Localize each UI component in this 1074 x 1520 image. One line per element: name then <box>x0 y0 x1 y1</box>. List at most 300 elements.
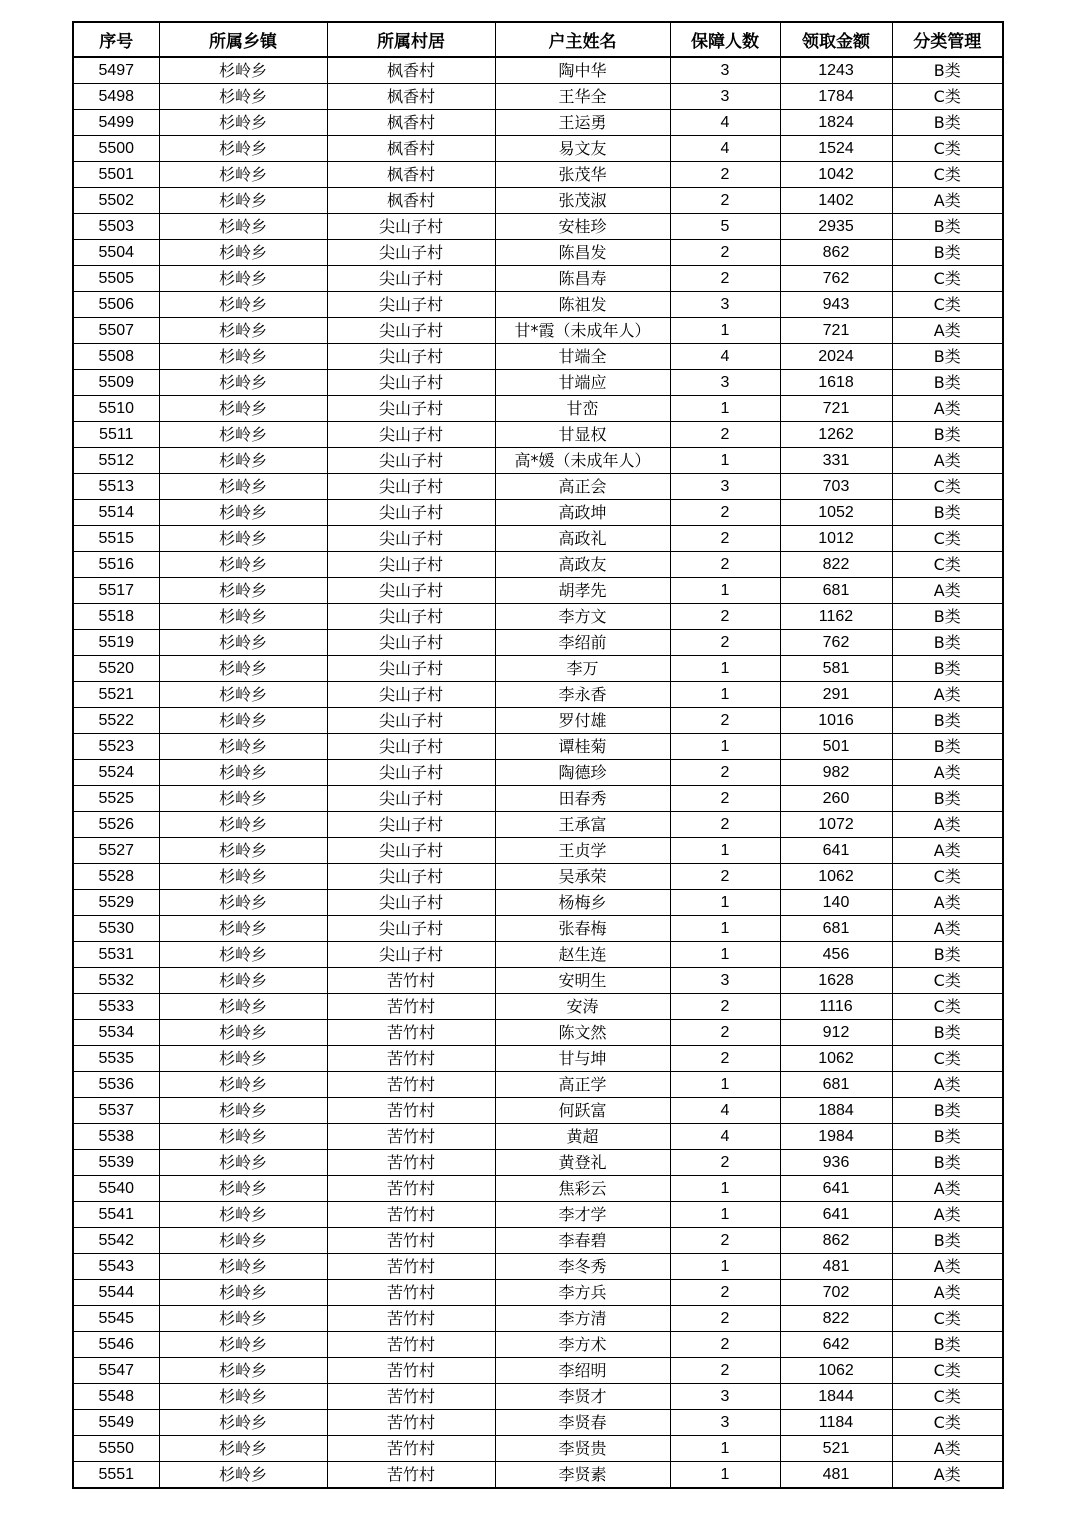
cell-covered-persons: 3 <box>670 968 780 994</box>
cell-household-head: 胡孝先 <box>495 578 670 604</box>
table-row <box>73 474 1003 500</box>
cell-amount: 1618 <box>780 370 892 396</box>
cell-village: 尖山子村 <box>327 578 495 604</box>
cell-category: C类 <box>892 1046 1003 1072</box>
table-row <box>73 1306 1003 1332</box>
cell-household-head: 高政礼 <box>495 526 670 552</box>
cell-covered-persons: 1 <box>670 656 780 682</box>
cell-household-head: 甘与坤 <box>495 1046 670 1072</box>
cell-category: A类 <box>892 1072 1003 1098</box>
cell-household-head: 王华全 <box>495 84 670 110</box>
table-row <box>73 110 1003 136</box>
cell-amount: 822 <box>780 1306 892 1332</box>
cell-household-head: 李永香 <box>495 682 670 708</box>
cell-township: 杉岭乡 <box>159 604 327 630</box>
cell-serial-number: 5527 <box>73 838 159 864</box>
cell-village: 枫香村 <box>327 57 495 84</box>
cell-covered-persons: 2 <box>670 1020 780 1046</box>
cell-serial-number: 5497 <box>73 57 159 84</box>
cell-household-head: 王运勇 <box>495 110 670 136</box>
cell-household-head: 甘显权 <box>495 422 670 448</box>
cell-serial-number: 5507 <box>73 318 159 344</box>
cell-township: 杉岭乡 <box>159 110 327 136</box>
table-row <box>73 864 1003 890</box>
cell-village: 苦竹村 <box>327 1072 495 1098</box>
cell-amount: 681 <box>780 578 892 604</box>
cell-township: 杉岭乡 <box>159 708 327 734</box>
cell-township: 杉岭乡 <box>159 682 327 708</box>
cell-category: A类 <box>892 760 1003 786</box>
cell-amount: 456 <box>780 942 892 968</box>
cell-serial-number: 5533 <box>73 994 159 1020</box>
cell-village: 苦竹村 <box>327 1306 495 1332</box>
cell-category: B类 <box>892 630 1003 656</box>
cell-amount: 862 <box>780 240 892 266</box>
table-row <box>73 84 1003 110</box>
cell-category: C类 <box>892 968 1003 994</box>
table-row <box>73 136 1003 162</box>
cell-village: 苦竹村 <box>327 968 495 994</box>
cell-township: 杉岭乡 <box>159 292 327 318</box>
cell-amount: 521 <box>780 1436 892 1462</box>
cell-household-head: 田春秀 <box>495 786 670 812</box>
cell-township: 杉岭乡 <box>159 57 327 84</box>
cell-household-head: 陶德珍 <box>495 760 670 786</box>
cell-covered-persons: 2 <box>670 552 780 578</box>
cell-household-head: 高正会 <box>495 474 670 500</box>
cell-amount: 721 <box>780 396 892 422</box>
cell-covered-persons: 1 <box>670 318 780 344</box>
cell-category: A类 <box>892 890 1003 916</box>
table-row <box>73 838 1003 864</box>
cell-covered-persons: 1 <box>670 734 780 760</box>
table-row <box>73 942 1003 968</box>
cell-household-head: 吴承荣 <box>495 864 670 890</box>
cell-household-head: 黄登礼 <box>495 1150 670 1176</box>
cell-village: 苦竹村 <box>327 1150 495 1176</box>
table-row <box>73 396 1003 422</box>
cell-category: C类 <box>892 1384 1003 1410</box>
cell-household-head: 甘*霞（未成年人） <box>495 318 670 344</box>
cell-township: 杉岭乡 <box>159 474 327 500</box>
cell-township: 杉岭乡 <box>159 1462 327 1489</box>
cell-village: 苦竹村 <box>327 1098 495 1124</box>
table-row <box>73 448 1003 474</box>
cell-category: A类 <box>892 1462 1003 1489</box>
cell-amount: 1243 <box>780 57 892 84</box>
cell-covered-persons: 2 <box>670 1150 780 1176</box>
cell-village: 尖山子村 <box>327 604 495 630</box>
table-row <box>73 682 1003 708</box>
cell-township: 杉岭乡 <box>159 240 327 266</box>
cell-township: 杉岭乡 <box>159 448 327 474</box>
cell-category: B类 <box>892 1150 1003 1176</box>
table-row <box>73 370 1003 396</box>
cell-serial-number: 5540 <box>73 1176 159 1202</box>
table-header-row <box>73 22 1003 57</box>
cell-category: B类 <box>892 1332 1003 1358</box>
cell-covered-persons: 1 <box>670 1176 780 1202</box>
cell-amount: 1262 <box>780 422 892 448</box>
cell-household-head: 甘峦 <box>495 396 670 422</box>
cell-household-head: 李贤才 <box>495 1384 670 1410</box>
cell-village: 尖山子村 <box>327 214 495 240</box>
cell-covered-persons: 2 <box>670 1358 780 1384</box>
cell-township: 杉岭乡 <box>159 734 327 760</box>
table-row <box>73 266 1003 292</box>
cell-category: B类 <box>892 1228 1003 1254</box>
table-row <box>73 734 1003 760</box>
cell-category: C类 <box>892 162 1003 188</box>
cell-township: 杉岭乡 <box>159 396 327 422</box>
cell-serial-number: 5538 <box>73 1124 159 1150</box>
cell-household-head: 焦彩云 <box>495 1176 670 1202</box>
cell-serial-number: 5543 <box>73 1254 159 1280</box>
cell-amount: 822 <box>780 552 892 578</box>
cell-serial-number: 5516 <box>73 552 159 578</box>
cell-covered-persons: 2 <box>670 760 780 786</box>
cell-township: 杉岭乡 <box>159 1202 327 1228</box>
cell-amount: 501 <box>780 734 892 760</box>
cell-household-head: 李贤春 <box>495 1410 670 1436</box>
cell-serial-number: 5500 <box>73 136 159 162</box>
cell-household-head: 李绍明 <box>495 1358 670 1384</box>
cell-serial-number: 5523 <box>73 734 159 760</box>
cell-village: 尖山子村 <box>327 630 495 656</box>
cell-township: 杉岭乡 <box>159 1410 327 1436</box>
cell-household-head: 甘端全 <box>495 344 670 370</box>
cell-amount: 1062 <box>780 864 892 890</box>
cell-village: 尖山子村 <box>327 448 495 474</box>
cell-serial-number: 5548 <box>73 1384 159 1410</box>
cell-township: 杉岭乡 <box>159 838 327 864</box>
cell-covered-persons: 2 <box>670 1046 780 1072</box>
cell-township: 杉岭乡 <box>159 812 327 838</box>
cell-covered-persons: 2 <box>670 422 780 448</box>
cell-covered-persons: 3 <box>670 1384 780 1410</box>
table-row <box>73 1046 1003 1072</box>
cell-township: 杉岭乡 <box>159 786 327 812</box>
cell-township: 杉岭乡 <box>159 1358 327 1384</box>
table-row <box>73 57 1003 84</box>
cell-township: 杉岭乡 <box>159 136 327 162</box>
cell-category: B类 <box>892 708 1003 734</box>
cell-township: 杉岭乡 <box>159 214 327 240</box>
cell-village: 尖山子村 <box>327 812 495 838</box>
cell-serial-number: 5513 <box>73 474 159 500</box>
cell-serial-number: 5544 <box>73 1280 159 1306</box>
cell-township: 杉岭乡 <box>159 630 327 656</box>
cell-category: C类 <box>892 84 1003 110</box>
cell-covered-persons: 1 <box>670 1202 780 1228</box>
cell-amount: 681 <box>780 1072 892 1098</box>
cell-covered-persons: 2 <box>670 188 780 214</box>
table-row <box>73 1176 1003 1202</box>
table-row <box>73 240 1003 266</box>
cell-amount: 1062 <box>780 1358 892 1384</box>
cell-covered-persons: 3 <box>670 1410 780 1436</box>
cell-category: C类 <box>892 1306 1003 1332</box>
cell-amount: 260 <box>780 786 892 812</box>
header-serial-number: 序号 <box>73 22 159 57</box>
table-row <box>73 916 1003 942</box>
cell-covered-persons: 1 <box>670 448 780 474</box>
cell-village: 尖山子村 <box>327 266 495 292</box>
header-household-head: 户主姓名 <box>495 22 670 57</box>
cell-township: 杉岭乡 <box>159 864 327 890</box>
table-row <box>73 1254 1003 1280</box>
table-row <box>73 630 1003 656</box>
cell-township: 杉岭乡 <box>159 188 327 214</box>
cell-household-head: 安桂珍 <box>495 214 670 240</box>
cell-amount: 681 <box>780 916 892 942</box>
cell-household-head: 陈昌寿 <box>495 266 670 292</box>
cell-covered-persons: 2 <box>670 630 780 656</box>
cell-amount: 943 <box>780 292 892 318</box>
cell-village: 尖山子村 <box>327 942 495 968</box>
table-row <box>73 422 1003 448</box>
cell-amount: 703 <box>780 474 892 500</box>
table-row <box>73 552 1003 578</box>
cell-covered-persons: 1 <box>670 396 780 422</box>
cell-covered-persons: 2 <box>670 604 780 630</box>
cell-village: 苦竹村 <box>327 1254 495 1280</box>
cell-covered-persons: 2 <box>670 266 780 292</box>
cell-amount: 1402 <box>780 188 892 214</box>
cell-township: 杉岭乡 <box>159 994 327 1020</box>
cell-covered-persons: 1 <box>670 890 780 916</box>
cell-amount: 702 <box>780 1280 892 1306</box>
table-row <box>73 760 1003 786</box>
cell-township: 杉岭乡 <box>159 266 327 292</box>
cell-serial-number: 5499 <box>73 110 159 136</box>
cell-category: C类 <box>892 1410 1003 1436</box>
cell-village: 尖山子村 <box>327 734 495 760</box>
cell-village: 尖山子村 <box>327 344 495 370</box>
cell-category: C类 <box>892 136 1003 162</box>
cell-covered-persons: 2 <box>670 500 780 526</box>
cell-township: 杉岭乡 <box>159 578 327 604</box>
cell-household-head: 李绍前 <box>495 630 670 656</box>
table-row <box>73 656 1003 682</box>
cell-category: B类 <box>892 734 1003 760</box>
cell-serial-number: 5502 <box>73 188 159 214</box>
cell-village: 尖山子村 <box>327 682 495 708</box>
cell-serial-number: 5534 <box>73 1020 159 1046</box>
cell-category: A类 <box>892 318 1003 344</box>
cell-household-head: 李方术 <box>495 1332 670 1358</box>
cell-serial-number: 5520 <box>73 656 159 682</box>
table-row <box>73 786 1003 812</box>
cell-village: 尖山子村 <box>327 396 495 422</box>
cell-village: 苦竹村 <box>327 1020 495 1046</box>
cell-serial-number: 5549 <box>73 1410 159 1436</box>
cell-covered-persons: 1 <box>670 916 780 942</box>
cell-category: A类 <box>892 682 1003 708</box>
cell-serial-number: 5510 <box>73 396 159 422</box>
cell-serial-number: 5542 <box>73 1228 159 1254</box>
cell-household-head: 杨梅乡 <box>495 890 670 916</box>
cell-village: 尖山子村 <box>327 890 495 916</box>
cell-township: 杉岭乡 <box>159 318 327 344</box>
cell-household-head: 何跃富 <box>495 1098 670 1124</box>
cell-serial-number: 5536 <box>73 1072 159 1098</box>
table-row <box>73 1462 1003 1489</box>
cell-amount: 762 <box>780 266 892 292</box>
cell-category: A类 <box>892 1436 1003 1462</box>
cell-township: 杉岭乡 <box>159 1306 327 1332</box>
cell-serial-number: 5532 <box>73 968 159 994</box>
cell-household-head: 李才学 <box>495 1202 670 1228</box>
cell-amount: 1042 <box>780 162 892 188</box>
table-row <box>73 994 1003 1020</box>
cell-category: B类 <box>892 604 1003 630</box>
cell-township: 杉岭乡 <box>159 422 327 448</box>
cell-amount: 641 <box>780 1202 892 1228</box>
cell-township: 杉岭乡 <box>159 1020 327 1046</box>
cell-serial-number: 5504 <box>73 240 159 266</box>
cell-serial-number: 5541 <box>73 1202 159 1228</box>
cell-serial-number: 5498 <box>73 84 159 110</box>
cell-covered-persons: 3 <box>670 292 780 318</box>
cell-township: 杉岭乡 <box>159 162 327 188</box>
cell-covered-persons: 2 <box>670 240 780 266</box>
cell-covered-persons: 4 <box>670 344 780 370</box>
table-row <box>73 1410 1003 1436</box>
table-body <box>73 57 1003 1488</box>
cell-township: 杉岭乡 <box>159 1332 327 1358</box>
cell-serial-number: 5551 <box>73 1462 159 1489</box>
cell-amount: 936 <box>780 1150 892 1176</box>
cell-village: 尖山子村 <box>327 864 495 890</box>
cell-category: B类 <box>892 57 1003 84</box>
cell-category: B类 <box>892 1020 1003 1046</box>
cell-covered-persons: 2 <box>670 786 780 812</box>
cell-village: 尖山子村 <box>327 838 495 864</box>
cell-serial-number: 5517 <box>73 578 159 604</box>
cell-household-head: 陈祖发 <box>495 292 670 318</box>
cell-amount: 1884 <box>780 1098 892 1124</box>
cell-amount: 1052 <box>780 500 892 526</box>
cell-covered-persons: 2 <box>670 812 780 838</box>
cell-household-head: 王承富 <box>495 812 670 838</box>
cell-category: C类 <box>892 292 1003 318</box>
cell-covered-persons: 4 <box>670 1098 780 1124</box>
cell-amount: 581 <box>780 656 892 682</box>
cell-category: A类 <box>892 396 1003 422</box>
table-row <box>73 708 1003 734</box>
cell-amount: 1012 <box>780 526 892 552</box>
cell-amount: 1824 <box>780 110 892 136</box>
cell-village: 枫香村 <box>327 188 495 214</box>
cell-household-head: 李贤素 <box>495 1462 670 1489</box>
cell-township: 杉岭乡 <box>159 526 327 552</box>
cell-village: 苦竹村 <box>327 1332 495 1358</box>
cell-amount: 1784 <box>780 84 892 110</box>
cell-covered-persons: 2 <box>670 1280 780 1306</box>
cell-covered-persons: 2 <box>670 1332 780 1358</box>
cell-covered-persons: 3 <box>670 474 780 500</box>
cell-township: 杉岭乡 <box>159 370 327 396</box>
cell-village: 尖山子村 <box>327 526 495 552</box>
cell-category: B类 <box>892 370 1003 396</box>
cell-amount: 1844 <box>780 1384 892 1410</box>
cell-township: 杉岭乡 <box>159 1150 327 1176</box>
cell-household-head: 张茂华 <box>495 162 670 188</box>
table-row <box>73 890 1003 916</box>
cell-township: 杉岭乡 <box>159 1098 327 1124</box>
cell-village: 尖山子村 <box>327 292 495 318</box>
cell-category: B类 <box>892 344 1003 370</box>
cell-serial-number: 5515 <box>73 526 159 552</box>
cell-serial-number: 5505 <box>73 266 159 292</box>
cell-village: 尖山子村 <box>327 474 495 500</box>
header-covered-persons: 保障人数 <box>670 22 780 57</box>
cell-serial-number: 5547 <box>73 1358 159 1384</box>
cell-village: 苦竹村 <box>327 1202 495 1228</box>
cell-covered-persons: 2 <box>670 1306 780 1332</box>
cell-category: B类 <box>892 1124 1003 1150</box>
cell-serial-number: 5501 <box>73 162 159 188</box>
cell-covered-persons: 2 <box>670 864 780 890</box>
cell-covered-persons: 2 <box>670 162 780 188</box>
cell-household-head: 张春梅 <box>495 916 670 942</box>
cell-village: 尖山子村 <box>327 500 495 526</box>
cell-category: A类 <box>892 1176 1003 1202</box>
cell-village: 苦竹村 <box>327 1280 495 1306</box>
cell-household-head: 罗付雄 <box>495 708 670 734</box>
cell-amount: 1116 <box>780 994 892 1020</box>
cell-village: 苦竹村 <box>327 1462 495 1489</box>
table-row <box>73 162 1003 188</box>
cell-category: A类 <box>892 1254 1003 1280</box>
cell-covered-persons: 1 <box>670 578 780 604</box>
cell-serial-number: 5521 <box>73 682 159 708</box>
cell-household-head: 高政友 <box>495 552 670 578</box>
cell-covered-persons: 5 <box>670 214 780 240</box>
table-row <box>73 292 1003 318</box>
cell-covered-persons: 3 <box>670 370 780 396</box>
table-row <box>73 1072 1003 1098</box>
cell-category: B类 <box>892 1098 1003 1124</box>
cell-township: 杉岭乡 <box>159 890 327 916</box>
cell-category: C类 <box>892 552 1003 578</box>
cell-serial-number: 5509 <box>73 370 159 396</box>
cell-household-head: 陶中华 <box>495 57 670 84</box>
cell-village: 尖山子村 <box>327 656 495 682</box>
cell-covered-persons: 1 <box>670 838 780 864</box>
cell-serial-number: 5512 <box>73 448 159 474</box>
cell-household-head: 张茂淑 <box>495 188 670 214</box>
cell-township: 杉岭乡 <box>159 656 327 682</box>
cell-covered-persons: 1 <box>670 942 780 968</box>
table-row <box>73 578 1003 604</box>
cell-serial-number: 5525 <box>73 786 159 812</box>
cell-covered-persons: 2 <box>670 1228 780 1254</box>
cell-township: 杉岭乡 <box>159 1436 327 1462</box>
cell-serial-number: 5506 <box>73 292 159 318</box>
cell-covered-persons: 2 <box>670 994 780 1020</box>
cell-township: 杉岭乡 <box>159 916 327 942</box>
table-row <box>73 968 1003 994</box>
cell-amount: 642 <box>780 1332 892 1358</box>
cell-village: 尖山子村 <box>327 318 495 344</box>
cell-village: 尖山子村 <box>327 552 495 578</box>
cell-serial-number: 5519 <box>73 630 159 656</box>
cell-serial-number: 5524 <box>73 760 159 786</box>
table-row <box>73 1150 1003 1176</box>
cell-amount: 912 <box>780 1020 892 1046</box>
